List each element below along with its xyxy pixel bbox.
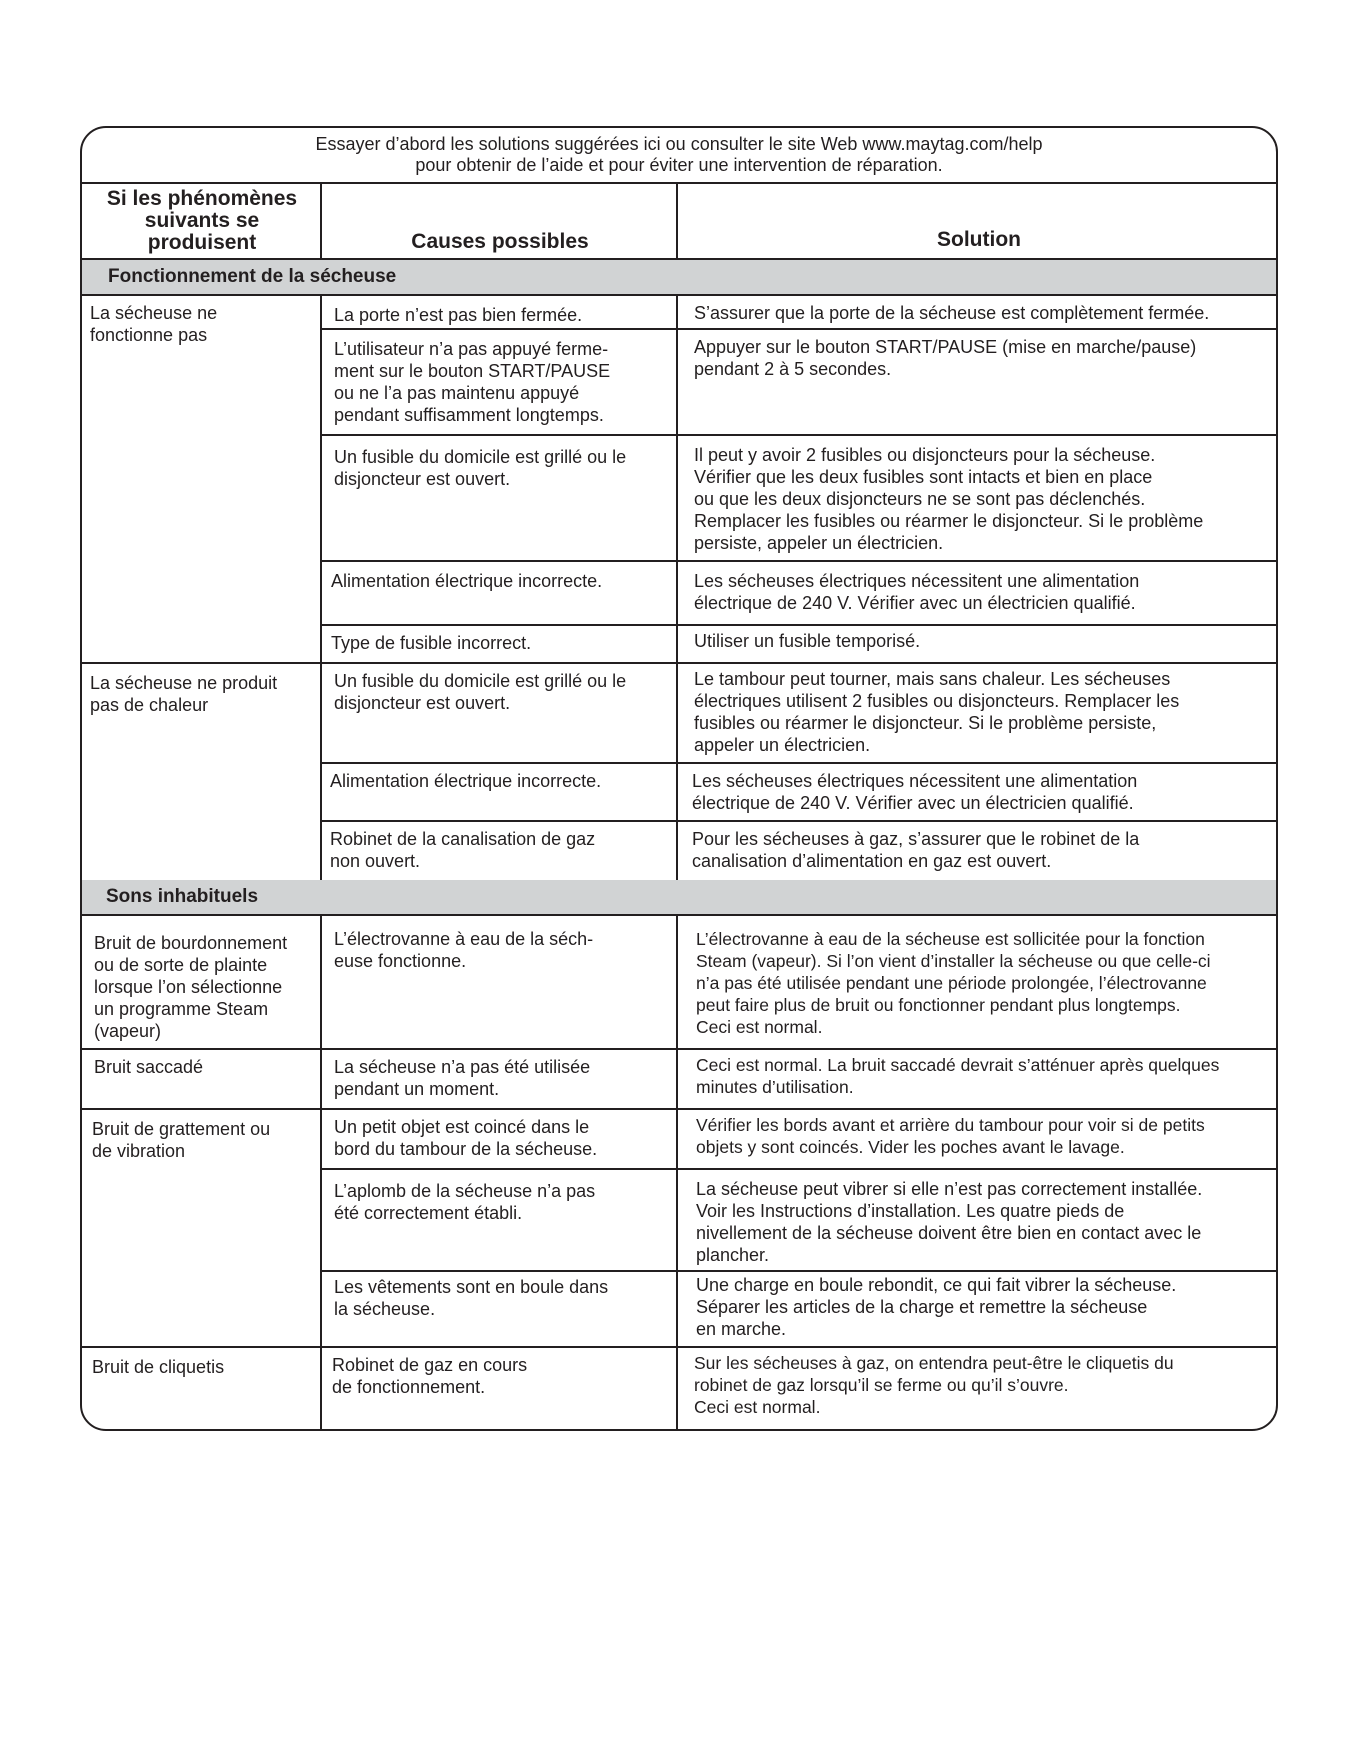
cause-line: L’utilisateur n’a pas appuyé ferme-: [334, 339, 609, 359]
cause-line: Type de fusible incorrect.: [331, 633, 532, 653]
solution-line: Les sécheuses électriques nécessitent une alimentation: [692, 771, 1138, 791]
solution-line: S’assurer que la porte de la sécheuse est complètement fermée.: [694, 303, 1210, 323]
divider: [320, 296, 322, 880]
solution-line: Sur les sécheuses à gaz, on entendra peut-être le cliquetis du: [694, 1353, 1174, 1373]
header-phenomene-line: produisent: [147, 231, 257, 254]
phenomene-cell: [92, 1356, 318, 1378]
solution-cell: [694, 336, 1278, 380]
phenomene-line: ou de sorte de plainte: [94, 955, 268, 975]
troubleshooting-table: [80, 126, 1278, 1431]
cause-line: euse fonctionne.: [334, 951, 467, 971]
phenomene-cell: [94, 932, 318, 1042]
cause-cell: [334, 446, 674, 490]
cause-line: L’aplomb de la sécheuse n’a pas: [334, 1181, 596, 1201]
phenomene-cell: [90, 672, 316, 716]
solution-cell: [694, 668, 1278, 756]
cause-line: Un petit objet est coincé dans le: [334, 1117, 590, 1137]
cause-line: non ouvert.: [330, 851, 421, 871]
cause-cell: [331, 570, 671, 592]
cause-cell: [334, 1180, 674, 1224]
cause-line: bord du tambour de la sécheuse.: [334, 1139, 598, 1159]
phenomene-line: fonctionne pas: [90, 325, 208, 345]
section-fonctionnement: Fonctionnement de la sécheuse: [82, 260, 1276, 296]
solution-cell: [692, 828, 1276, 872]
phenomene-line: de vibration: [92, 1141, 186, 1161]
row-divider: [320, 820, 1278, 822]
cause-line: La porte n’est pas bien fermée.: [334, 305, 583, 325]
phenomene-line: lorsque l’on sélectionne: [94, 977, 283, 997]
cause-line: la sécheuse.: [334, 1299, 436, 1319]
cause-line: Alimentation électrique incorrecte.: [331, 571, 603, 591]
phenomene-line: pas de chaleur: [90, 695, 209, 715]
cause-line: été correctement établi.: [334, 1203, 523, 1223]
solution-line: L’électrovanne à eau de la sécheuse est sollicitée pour la fonction: [696, 929, 1205, 949]
cause-cell: [334, 670, 674, 714]
solution-line: appeler un électricien.: [694, 735, 871, 755]
solution-line: minutes d’utilisation.: [696, 1077, 854, 1097]
solution-line: canalisation d’alimentation en gaz est ouvert.: [692, 851, 1052, 871]
cause-line: Un fusible du domicile est grillé ou le: [334, 671, 627, 691]
cause-cell: [332, 1354, 672, 1398]
intro-line-1: Essayer d’abord les solutions suggérées ici ou consulter le site Web www.maytag.com/help: [315, 134, 1043, 154]
cause-cell: [330, 828, 670, 872]
solution-cell: [696, 1274, 1278, 1340]
cause-line: Robinet de la canalisation de gaz: [330, 829, 596, 849]
solution-line: Ceci est normal. La bruit saccadé devrait s’atténuer après quelques: [696, 1055, 1220, 1075]
row-divider: [82, 1048, 1278, 1050]
cause-line: Les vêtements sont en boule dans: [334, 1277, 609, 1297]
intro-line-2: pour obtenir de l’aide et pour éviter une intervention de réparation.: [415, 155, 943, 175]
divider: [320, 184, 322, 260]
header-phenomene-line: Si les phénomènes: [106, 187, 298, 210]
solution-line: plancher.: [696, 1245, 770, 1265]
cause-cell: [334, 304, 674, 326]
row-divider: [320, 624, 1278, 626]
solution-cell: [696, 928, 1278, 1038]
solution-line: électriques utilisent 2 fusibles ou disjoncteurs. Remplacer les: [694, 691, 1180, 711]
cause-line: de fonctionnement.: [332, 1377, 486, 1397]
row-divider: [82, 1108, 1278, 1110]
header-phenomene: [82, 184, 322, 260]
row-divider: [82, 1346, 1278, 1348]
solution-line: Steam (vapeur). Si l’on vient d’installer la sécheuse ou que celle-ci: [696, 951, 1211, 971]
phenomene-line: Bruit de grattement ou: [92, 1119, 271, 1139]
solution-line: Vérifier que les deux fusibles sont intacts et bien en place: [694, 467, 1153, 487]
cause-line: Un fusible du domicile est grillé ou le: [334, 447, 627, 467]
cause-cell: [334, 1276, 674, 1320]
solution-line: peut faire plus de bruit ou fonctionner pendant plus longtemps.: [696, 995, 1181, 1015]
solution-line: Séparer les articles de la charge et remettre la sécheuse: [696, 1297, 1148, 1317]
solution-line: La sécheuse peut vibrer si elle n’est pas correctement installée.: [696, 1179, 1203, 1199]
solution-line: robinet de gaz lorsqu’il se ferme ou qu’il s’ouvre.: [694, 1375, 1069, 1395]
divider: [320, 916, 322, 1431]
phenomene-cell: [94, 1056, 318, 1078]
phenomene-line: (vapeur): [94, 1021, 162, 1041]
solution-line: persiste, appeler un électricien.: [694, 533, 944, 553]
phenomene-line: Bruit de bourdonnement: [94, 933, 288, 953]
solution-line: nivellement de la sécheuse doivent être bien en contact avec le: [696, 1223, 1202, 1243]
solution-line: Une charge en boule rebondit, ce qui fait vibrer la sécheuse.: [696, 1275, 1177, 1295]
solution-line: pendant 2 à 5 secondes.: [694, 359, 892, 379]
cause-line: pendant suffisamment longtemps.: [334, 405, 604, 425]
row-divider: [320, 762, 1278, 764]
cause-line: pendant un moment.: [334, 1079, 500, 1099]
row-divider: [320, 434, 1278, 436]
solution-line: Remplacer les fusibles ou réarmer le disjoncteur. Si le problème: [694, 511, 1204, 531]
solution-cell: [696, 1054, 1278, 1098]
phenomene-line: La sécheuse ne: [90, 303, 218, 323]
phenomene-cell: [92, 1118, 318, 1162]
row-divider: [82, 662, 1278, 664]
solution-line: Pour les sécheuses à gaz, s’assurer que le robinet de la: [692, 829, 1140, 849]
row-divider: [320, 328, 1278, 330]
cause-cell: [331, 632, 671, 654]
cause-cell: [330, 770, 670, 792]
cause-line: disjoncteur est ouvert.: [334, 469, 511, 489]
solution-line: électrique de 240 V. Vérifier avec un électricien qualifié.: [694, 593, 1136, 613]
solution-line: n’a pas été utilisée pendant une période prolongée, l’électrovanne: [696, 973, 1207, 993]
cause-cell: [334, 338, 674, 426]
cause-line: L’électrovanne à eau de la séch-: [334, 929, 594, 949]
solution-line: Vérifier les bords avant et arrière du tambour pour voir si de petits: [696, 1115, 1205, 1135]
cause-line: disjoncteur est ouvert.: [334, 693, 511, 713]
header-phenomene-line: suivants se: [144, 209, 260, 232]
row-divider: [320, 560, 1278, 562]
solution-cell: [692, 770, 1276, 814]
header-causes: Causes possibles: [322, 184, 678, 260]
solution-line: Ceci est normal.: [696, 1017, 823, 1037]
cause-line: La sécheuse n’a pas été utilisée: [334, 1057, 591, 1077]
solution-line: Utiliser un fusible temporisé.: [694, 631, 921, 651]
solution-line: fusibles ou réarmer le disjoncteur. Si le problème persiste,: [694, 713, 1157, 733]
phenomene-line: Bruit de cliquetis: [92, 1357, 225, 1377]
phenomene-line: La sécheuse ne produit: [90, 673, 278, 693]
solution-cell: [694, 1352, 1278, 1418]
cause-line: ou ne l’a pas maintenu appuyé: [334, 383, 580, 403]
solution-cell: [696, 1114, 1278, 1158]
divider: [676, 184, 678, 260]
solution-line: Il peut y avoir 2 fusibles ou disjoncteurs pour la sécheuse.: [694, 445, 1156, 465]
solution-line: Le tambour peut tourner, mais sans chaleur. Les sécheuses: [694, 669, 1171, 689]
solution-line: électrique de 240 V. Vérifier avec un électricien qualifié.: [692, 793, 1134, 813]
row-divider: [320, 1270, 1278, 1272]
intro-text: [82, 128, 1276, 184]
cause-cell: [334, 1116, 674, 1160]
divider: [676, 916, 678, 1431]
solution-cell: [694, 630, 1278, 652]
solution-line: Voir les Instructions d’installation. Les quatre pieds de: [696, 1201, 1125, 1221]
cause-line: Alimentation électrique incorrecte.: [330, 771, 602, 791]
phenomene-line: un programme Steam: [94, 999, 269, 1019]
solution-line: Les sécheuses électriques nécessitent une alimentation: [694, 571, 1140, 591]
header-solution: Solution: [678, 184, 1278, 260]
phenomene-line: Bruit saccadé: [94, 1057, 204, 1077]
divider: [676, 296, 678, 880]
phenomene-cell: [90, 302, 316, 346]
cause-line: Robinet de gaz en cours: [332, 1355, 528, 1375]
solution-line: Ceci est normal.: [694, 1397, 821, 1417]
solution-line: en marche.: [696, 1319, 787, 1339]
solution-cell: [694, 444, 1278, 554]
solution-cell: [696, 1178, 1278, 1266]
solution-line: ou que les deux disjoncteurs ne se sont pas déclenchés.: [694, 489, 1146, 509]
solution-cell: [694, 570, 1278, 614]
cause-cell: [334, 928, 674, 972]
row-divider: [320, 1168, 1278, 1170]
solution-line: Appuyer sur le bouton START/PAUSE (mise en marche/pause): [694, 337, 1197, 357]
cause-cell: [334, 1056, 674, 1100]
section-sons: Sons inhabituels: [82, 880, 1276, 916]
solution-line: objets y sont coincés. Vider les poches avant le lavage.: [696, 1137, 1125, 1157]
solution-cell: [694, 302, 1278, 324]
cause-line: ment sur le bouton START/PAUSE: [334, 361, 611, 381]
